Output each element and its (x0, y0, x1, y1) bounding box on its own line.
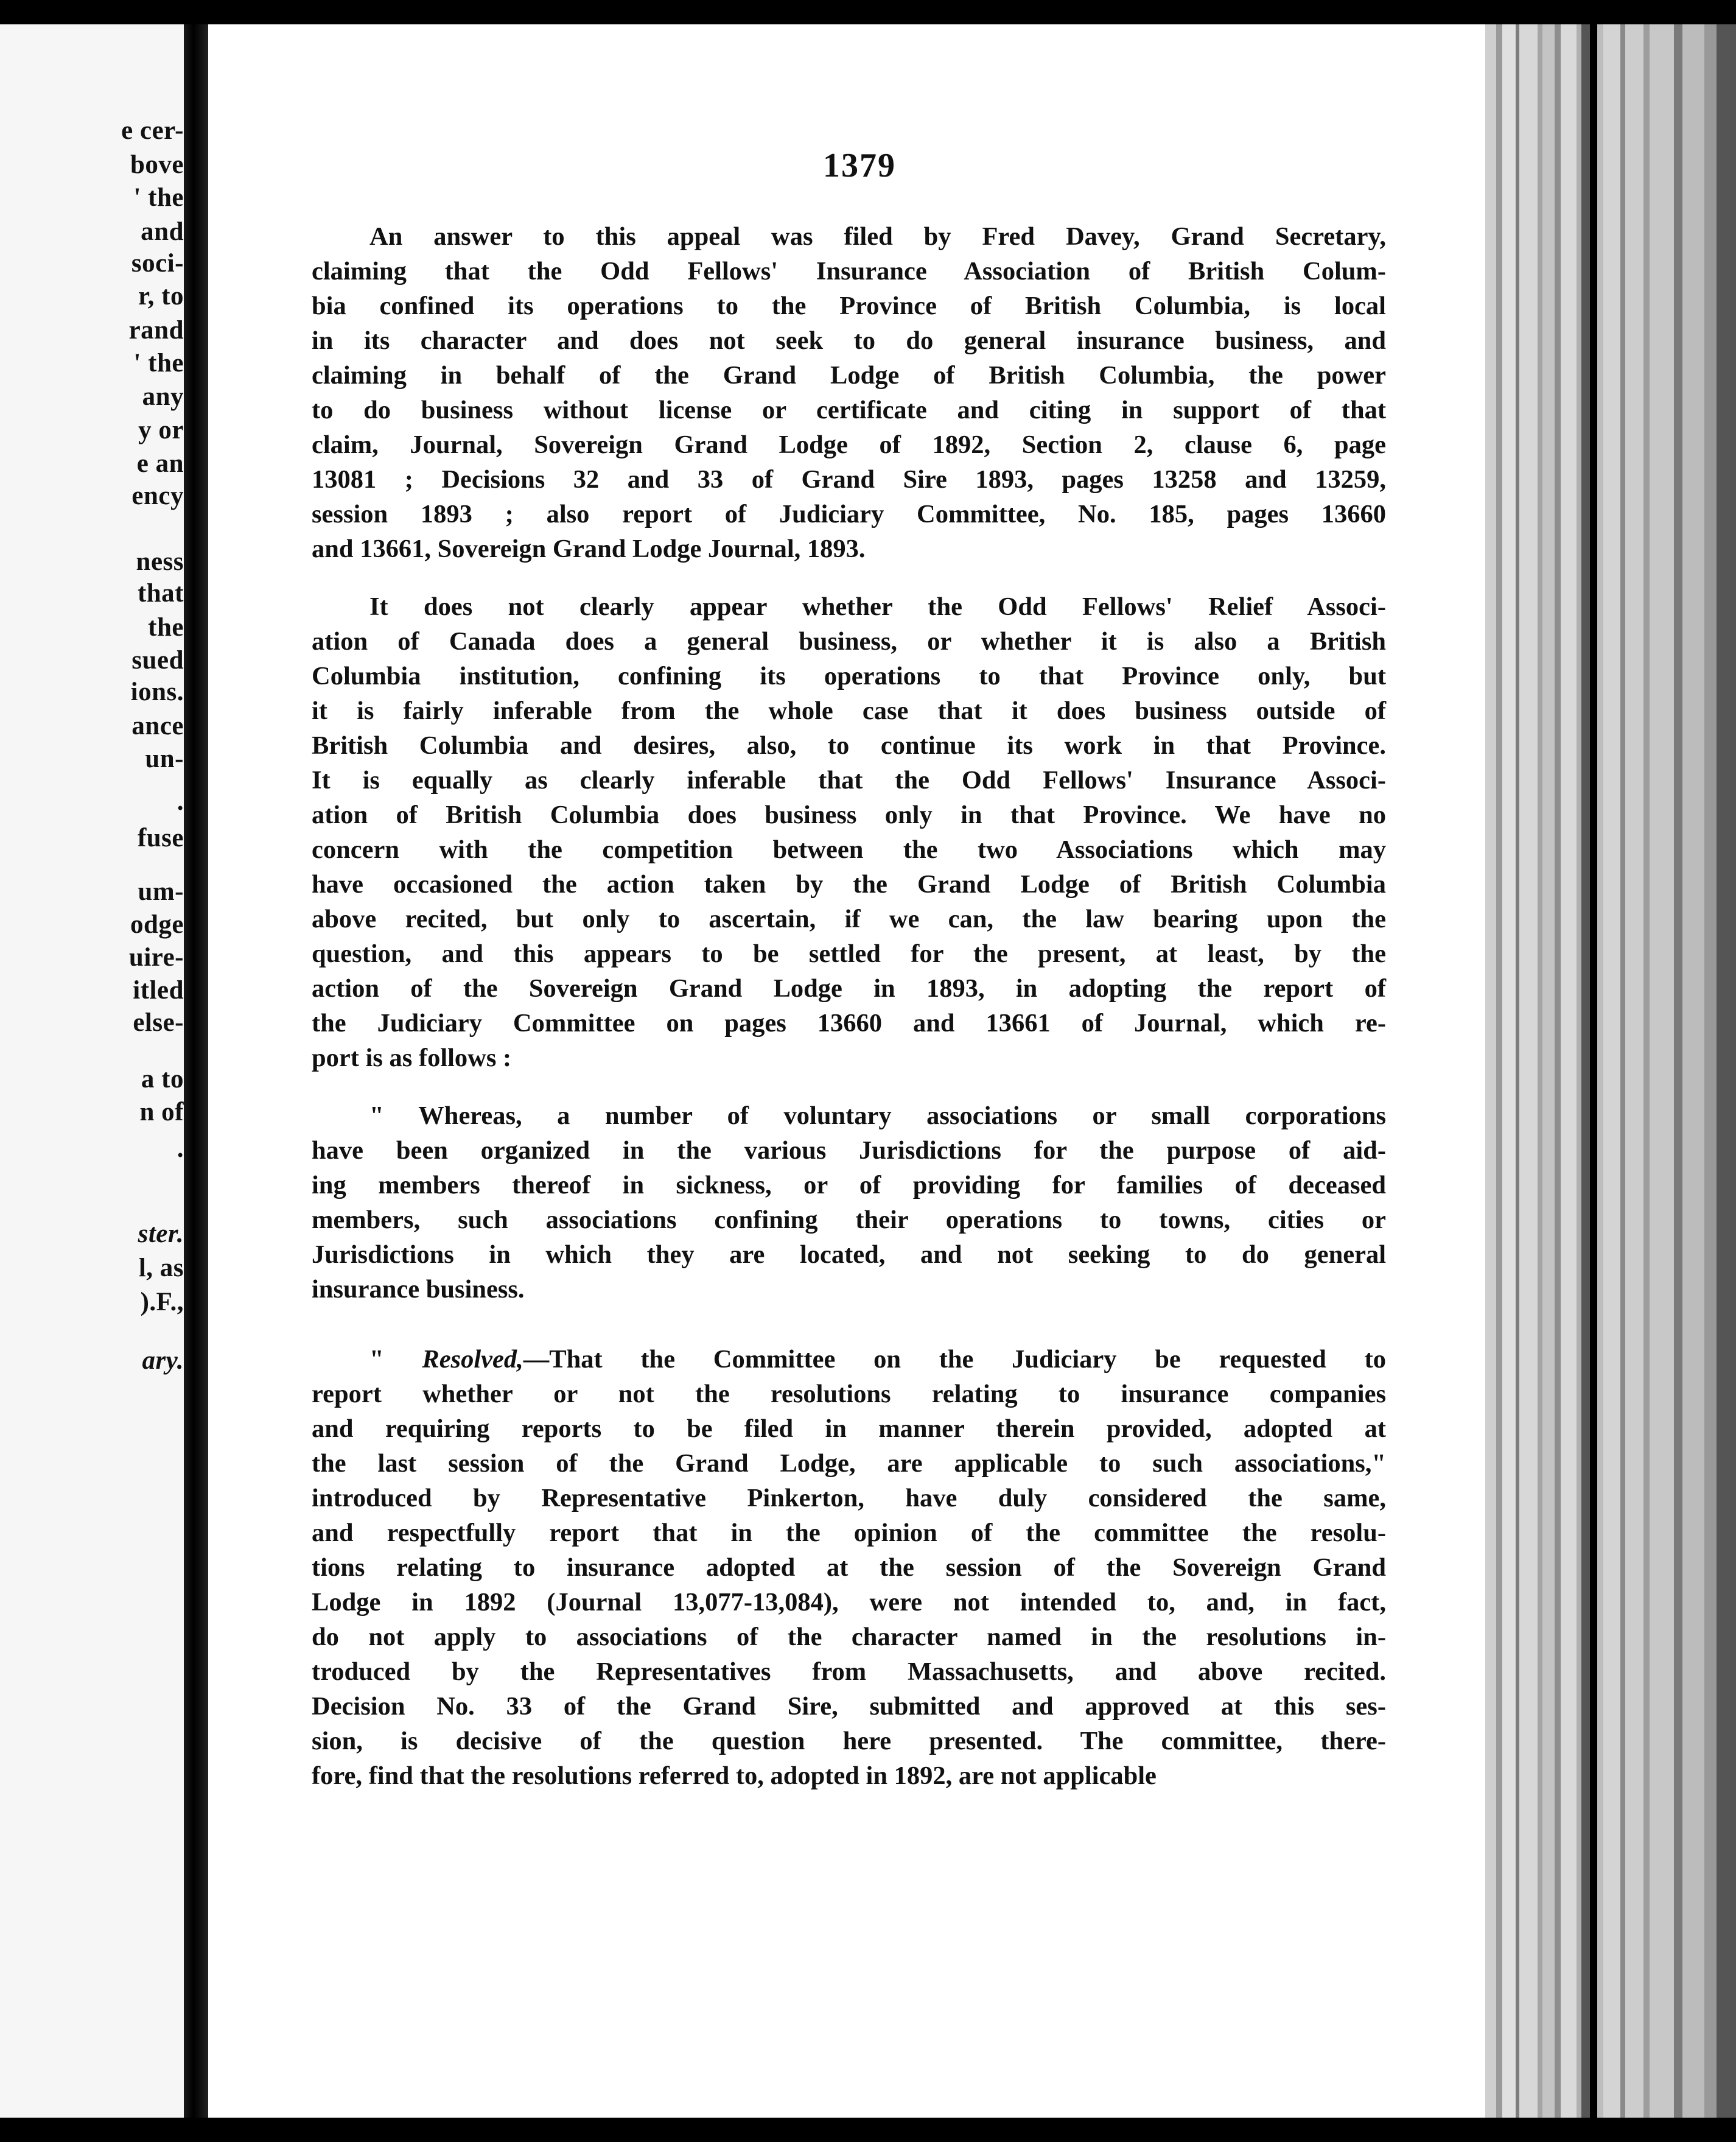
left-page-fragment: rand (128, 316, 184, 345)
left-facing-page (0, 24, 184, 2118)
left-page-fragment: and (141, 217, 184, 246)
left-page-fragment: un- (145, 745, 184, 773)
quote-mark: " (369, 1345, 422, 1374)
text-line: members, such associations confining their operations to towns, cities or (312, 1206, 1386, 1234)
page-edge-band (1555, 24, 1561, 2118)
text-line: An answer to this appeal was filed by Fred Davey, Grand Secretary, (369, 222, 1386, 251)
book-gutter (184, 24, 208, 2118)
text-line: have been organized in the various Jurisdictions for the purpose of aid- (312, 1136, 1386, 1165)
left-page-fragment: sued (131, 646, 184, 675)
left-page-fragment: ' the (133, 349, 184, 377)
text-line: Jurisdictions in which they are located, and not seeking to do general (312, 1240, 1386, 1269)
text-line: report whether or not the resolutions relating to insurance companies (312, 1380, 1386, 1408)
text-line: ation of Canada does a general business, or whether it is also a British (312, 627, 1386, 656)
left-page-fragment: . (177, 787, 184, 816)
page-edge-band (1581, 24, 1590, 2118)
text-line: claiming that the Odd Fellows' Insurance Association of British Colum- (312, 257, 1386, 286)
paragraph-appeal-answer (312, 219, 1386, 566)
text-line: and 13661, Sovereign Grand Lodge Journal, 1893. (312, 535, 866, 563)
text-line: to do business without license or certificate and citing in support of that (312, 396, 1386, 424)
page-edge-band (1590, 24, 1597, 2118)
left-page-fragment: ions. (130, 678, 184, 706)
left-page-fragment-list (0, 24, 184, 2118)
left-page-fragment: ).F., (140, 1288, 184, 1316)
page-edge-band (1643, 24, 1650, 2118)
left-page-fragment: any (142, 382, 184, 411)
text-line: and requiring reports to be filed in manner therein provided, adopted at (312, 1414, 1386, 1443)
text-line: insurance business. (312, 1275, 525, 1304)
left-page-fragment: ster. (138, 1220, 184, 1248)
left-page-fragment: y or (138, 416, 184, 444)
left-page-fragment: ency (131, 482, 184, 510)
left-page-fragment: the (148, 613, 184, 642)
bottom-border (0, 2118, 1736, 2142)
text-line: " Whereas, a number of voluntary associations or small corporations (369, 1101, 1386, 1130)
left-page-fragment: else- (133, 1008, 184, 1037)
text-line: ing members thereof in sickness, or of providing for families of deceased (312, 1171, 1386, 1199)
paragraph-analysis (312, 589, 1386, 1075)
left-page-fragment: soci- (131, 249, 184, 278)
page-edge-band (1704, 24, 1717, 2118)
text-line: claiming in behalf of the Grand Lodge of British Columbia, the power (312, 361, 1386, 390)
text-line: session 1893 ; also report of Judiciary Committee, No. 185, pages 13660 (312, 500, 1386, 528)
left-page-fragment: uire- (128, 943, 184, 972)
left-page-fragment: ness (136, 547, 184, 576)
text-line: action of the Sovereign Grand Lodge in 1893, in adopting the report of (312, 974, 1386, 1003)
resolved-word: Resolved, (422, 1345, 523, 1374)
left-page-fragment: bove (130, 150, 184, 179)
text-line: bia confined its operations to the Province of British Columbia, is local (312, 292, 1386, 320)
page-edge-band (1717, 24, 1736, 2118)
text-line: question, and this appears to be settled for the present, at least, by the (312, 939, 1386, 968)
text-line: Decision No. 33 of the Grand Sire, submitted and approved at this ses- (312, 1692, 1386, 1721)
text-line: have occasioned the action taken by the Grand Lodge of British Columbia (312, 870, 1386, 899)
left-page-fragment: r, to (138, 282, 184, 311)
left-page-fragment: um- (138, 877, 184, 906)
text-line: ation of British Columbia does business only in that Province. We have no (312, 801, 1386, 829)
text-line: tions relating to insurance adopted at the session of the Sovereign Grand (312, 1553, 1386, 1582)
page-edge-band (1682, 24, 1704, 2118)
text-line: introduced by Representative Pinkerton, have duly considered the same, (312, 1484, 1386, 1512)
page-edge-band (1577, 24, 1581, 2118)
left-page-fragment: . (177, 1134, 184, 1163)
page-edge-band (1620, 24, 1625, 2118)
page-edge-band (1603, 24, 1620, 2118)
page-edge-band (1485, 24, 1496, 2118)
text-line: troduced by the Representatives from Massachusetts, and above recited. (312, 1657, 1386, 1686)
text-line: port is as follows : (312, 1044, 512, 1072)
page-edge-band (1519, 24, 1538, 2118)
text-line: it is fairly inferable from the whole case that it does business outside of (312, 697, 1386, 725)
text-line: Lodge in 1892 (Journal 13,077-13,084), were not intended to, and, in fact, (312, 1588, 1386, 1617)
text-line: 13081 ; Decisions 32 and 33 of Grand Sire 1893, pages 13258 and 13259, (312, 465, 1386, 494)
page-edge-band (1502, 24, 1516, 2118)
text-line: It is equally as clearly inferable that the Odd Fellows' Insurance Associ- (312, 766, 1386, 795)
page-body-text (312, 219, 1386, 1793)
text-line: concern with the competition between the two Associations which may (312, 835, 1386, 864)
text-line: above recited, but only to ascertain, if we can, the law bearing upon the (312, 905, 1386, 933)
text-line: the Judiciary Committee on pages 13660 and 13661 of Journal, which re- (312, 1009, 1386, 1038)
text-line: It does not clearly appear whether the Odd Fellows' Relief Associ- (369, 592, 1386, 621)
left-page-fragment: e an (136, 449, 184, 478)
page-edge-band (1625, 24, 1643, 2118)
text-line: claim, Journal, Sovereign Grand Lodge of 1892, Section 2, clause 6, page (312, 430, 1386, 459)
left-page-fragment: ance (131, 712, 184, 740)
left-page-fragment: l, as (138, 1254, 184, 1282)
text-line: fore, find that the resolutions referred to, adopted in 1892, are not applicable (312, 1761, 1157, 1790)
page-edge-band (1496, 24, 1502, 2118)
text-line: British Columbia and desires, also, to continue its work in that Province. (312, 731, 1386, 760)
left-page-fragment: ' the (133, 183, 184, 212)
main-page (208, 0, 1511, 2142)
resolved-line-rest: —That the Committee on the Judiciary be requested to (523, 1345, 1386, 1374)
page-number: 1379 (823, 147, 896, 184)
left-page-fragment: a to (141, 1065, 184, 1094)
page-edge-band (1674, 24, 1682, 2118)
paragraph-whereas-quote (312, 1098, 1386, 1307)
page-edge-band (1650, 24, 1674, 2118)
text-line-resolved (312, 1342, 1386, 1377)
left-page-fragment: itled (133, 976, 184, 1005)
text-line: do not apply to associations of the character named in the resolutions in- (312, 1623, 1386, 1651)
left-page-fragment: fuse (137, 824, 184, 852)
top-border (208, 0, 1511, 24)
left-page-fragment: e cer- (121, 116, 184, 145)
page-edge-band (1597, 24, 1603, 2118)
left-page-fragment: that (137, 579, 184, 608)
left-page-fragment: odge (130, 910, 184, 939)
text-line: Columbia institution, confining its operations to that Province only, but (312, 662, 1386, 690)
page-edge-band (1538, 24, 1542, 2118)
text-line: the last session of the Grand Lodge, are applicable to such associations," (312, 1449, 1386, 1478)
paragraph-resolved-quote (312, 1342, 1386, 1793)
page-edge-band (1561, 24, 1577, 2118)
book-fore-edge (1485, 24, 1736, 2118)
left-page-fragment: ary. (142, 1346, 184, 1375)
text-line: in its character and does not seek to do general insurance business, and (312, 326, 1386, 355)
text-line: sion, is decisive of the question here presented. The committee, there- (312, 1727, 1386, 1755)
page-edge-band (1542, 24, 1555, 2118)
text-line: and respectfully report that in the opinion of the committee the resolu- (312, 1519, 1386, 1547)
left-page-fragment: n of (139, 1098, 184, 1126)
